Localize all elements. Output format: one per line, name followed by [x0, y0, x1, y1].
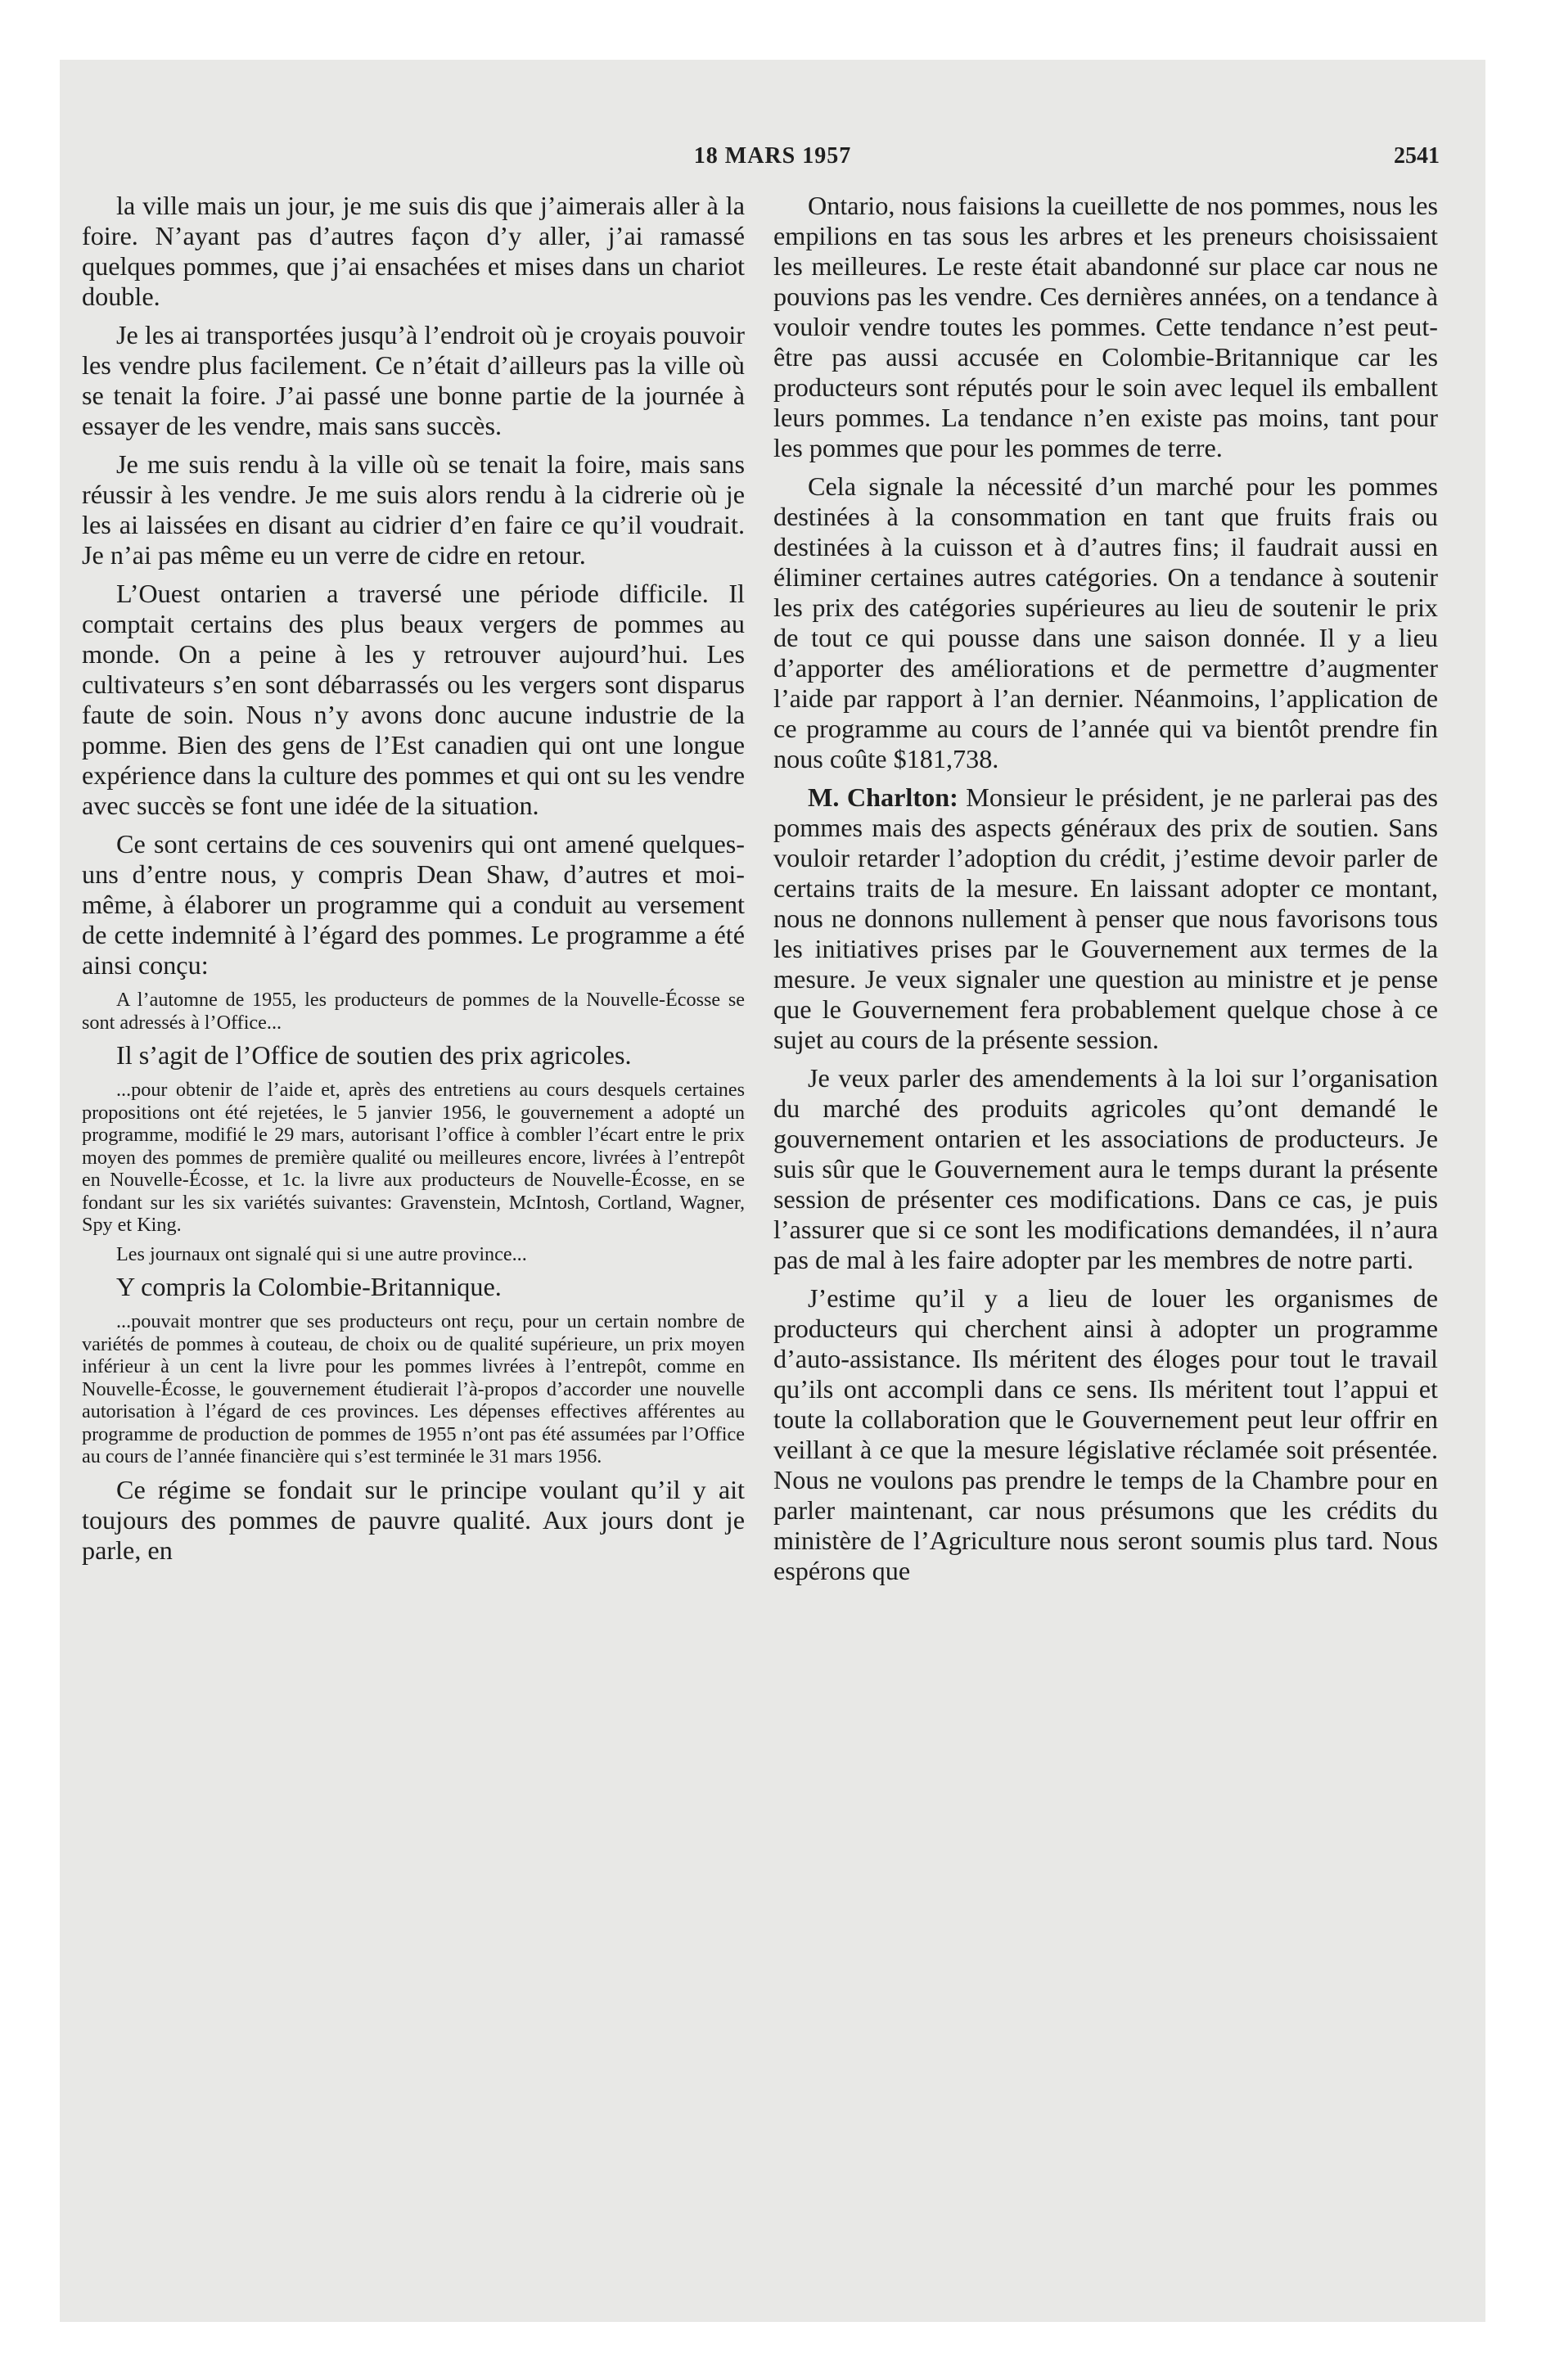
paragraph: Ce régime se fondait sur le principe voulant qu’il y ait toujours des pommes de pauvre qualité. Aux jours dont je parle, en: [82, 1474, 745, 1565]
right-column: [773, 191, 1438, 1594]
paragraph: Je veux parler des amendements à la loi sur l’organisation du marché des produits agricoles qu’ont demandé le gouvernement ontarien et les associations de producteurs. Je suis sûr que le Gouvernement aura le temps durant la présente session de présenter ces modifications. Dans ce cas, je puis l’assurer que si ce sont les modifications demandées, il n’aura pas de mal à les faire adopter par les membres de notre parti.: [773, 1063, 1438, 1274]
paragraph: la ville mais un jour, je me suis dis que j’aimerais aller à la foire. N’ayant pas d’autres façon d’y aller, j’ai ramassé quelques pommes, que j’ai ensachées et mises dans un chariot double.: [82, 191, 745, 311]
speaker-paragraph: [773, 782, 1438, 1055]
paragraph: Je les ai transportées jusqu’à l’endroit où je croyais pouvoir les vendre plus facilement. Ce n’était d’ailleurs pas la ville où se tenait la foire. J’ai passé une bonne partie de la journée à essayer de les vendre, mais sans succès.: [82, 320, 745, 440]
paragraph: Y compris la Colombie-Britannique.: [116, 1272, 502, 1301]
paragraph: Il s’agit de l’Office de soutien des prix agricoles.: [116, 1040, 632, 1070]
paragraph: Ce sont certains de ces souvenirs qui ont amené quelques-uns d’entre nous, y compris Dean Shaw, d’autres et moi-même, à élaborer un programme qui a conduit au versement de cette indemnité à l’égard des pommes. Le programme a été ainsi conçu:: [82, 829, 745, 980]
page-header: [60, 143, 1485, 184]
quotation: A l’automne de 1955, les producteurs de pommes de la Nouvelle-Écosse se sont adressés à l’Office...: [82, 989, 745, 1034]
paragraph: Ontario, nous faisions la cueillette de nos pommes, nous les empilions en tas sous les arbres et les preneurs choisissaient les meilleures. Le reste était abandonné sur place car nous ne pouvions pas les vendre. Ces dernières années, on a tendance à vouloir vendre toutes les pommes. Cette tendance n’est peut-être pas aussi accusée en Colombie-Britannique car les producteurs sont réputés pour le soin avec lequel ils emballent leurs pommes. La tendance n’en existe pas moins, tant pour les pommes que pour les pommes de terre.: [773, 191, 1438, 462]
page-number: 2541: [1394, 143, 1440, 169]
header-date: 18 MARS 1957: [693, 143, 852, 169]
paragraph: L’Ouest ontarien a traversé une période difficile. Il comptait certains des plus beaux vergers de pommes au monde. On a peine à les y retrouver aujourd’hui. Les cultivateurs s’en sont débarrassés ou les vergers sont disparus faute de soin. Nous n’y avons donc aucune industrie de la pomme. Bien des gens de l’Est canadien qui ont une longue expérience dans la culture des pommes et qui ont su les vendre avec succès se font une idée de la situation.: [82, 579, 745, 820]
quotation: ...pouvait montrer que ses producteurs ont reçu, pour un certain nombre de variétés de pommes à couteau, de choix ou de qualité supérieure, un prix moyen inférieur à un cent la livre pour les pommes livrées à l’entrepôt, comme en Nouvelle-Écosse, le gouvernement étudierait l’à-propos d’accorder une nouvelle autorisation à l’égard de ces provinces. Les dépenses effectives afférentes au programme de production de pommes de 1955 n’ont pas été assumées par l’Office au cours de l’année financière qui s’est terminée le 31 mars 1956.: [82, 1310, 745, 1467]
quotation: ...pour obtenir de l’aide et, après des entretiens au cours desquels certaines propositions ont été rejetées, le 5 janvier 1956, le gouvernement a adopté un programme, modifié le 29 mars, autorisant l’office à combler l’écart entre le prix moyen des pommes de première qualité ou meilleures encore, livrées à l’entrepôt en Nouvelle-Écosse, et 1c. la livre aux producteurs de Nouvelle-Écosse, en se fondant sur les six variétés suivantes: Gravenstein, McIntosh, Cortland, Wagner, Spy et King.: [82, 1079, 745, 1236]
left-column: [82, 191, 745, 1574]
quotation: Les journaux ont signalé qui si une autre province...: [116, 1242, 527, 1265]
paragraph: Je me suis rendu à la ville où se tenait la foire, mais sans réussir à les vendre. Je me suis alors rendu à la cidrerie où je les ai laissées en disant au cidrier d’en faire ce qu’il voudrait. Je n’ai pas même eu un verre de cidre en retour.: [82, 449, 745, 570]
paragraph: J’estime qu’il y a lieu de louer les organismes de producteurs qui cherchent ainsi à adopter un programme d’auto-assistance. Ils méritent des éloges pour tout le travail qu’ils ont accompli dans ce sens. Ils méritent tout l’appui et toute la collaboration que le Gouvernement peut leur offrir en veillant à ce que la mesure législative réclamée soit présentée. Nous ne voulons pas prendre le temps de la Chambre pour en parler maintenant, car nous présumons que les crédits du ministère de l’Agriculture nous seront soumis plus tard. Nous espérons que: [773, 1283, 1438, 1585]
paragraph: Cela signale la nécessité d’un marché pour les pommes destinées à la consommation en tant que fruits frais ou destinées à la cuisson et à d’autres fins; il faudrait aussi en éliminer certaines autres catégories. On a tendance à soutenir les prix des catégories supérieures au lieu de soutenir le prix de tout ce qui pousse dans une saison donnée. Il y a lieu d’apporter des améliorations et de permettre d’augmenter l’aide par rapport à l’an dernier. Néanmoins, l’application de ce programme au cours de l’année qui va bientôt prendre fin nous coûte $181,738.: [773, 471, 1438, 773]
document-page: [60, 60, 1485, 2322]
speaker-name: M. Charlton:: [808, 782, 958, 812]
speech-text: Monsieur le président, je ne parlerai pas des pommes mais des aspects généraux des prix de soutien. Sans vouloir retarder l’adoption du crédit, j’estime devoir parler de certains traits de la mesure. En laissant adopter ce montant, nous ne donnons nullement à penser que nous favorisons tous les initiatives prises par le Gouvernement aux termes de la mesure. Je veux signaler une question au ministre et je pense que le Gouvernement fera probablement quelque chose à ce sujet au cours de la présente session.: [773, 782, 1438, 1054]
